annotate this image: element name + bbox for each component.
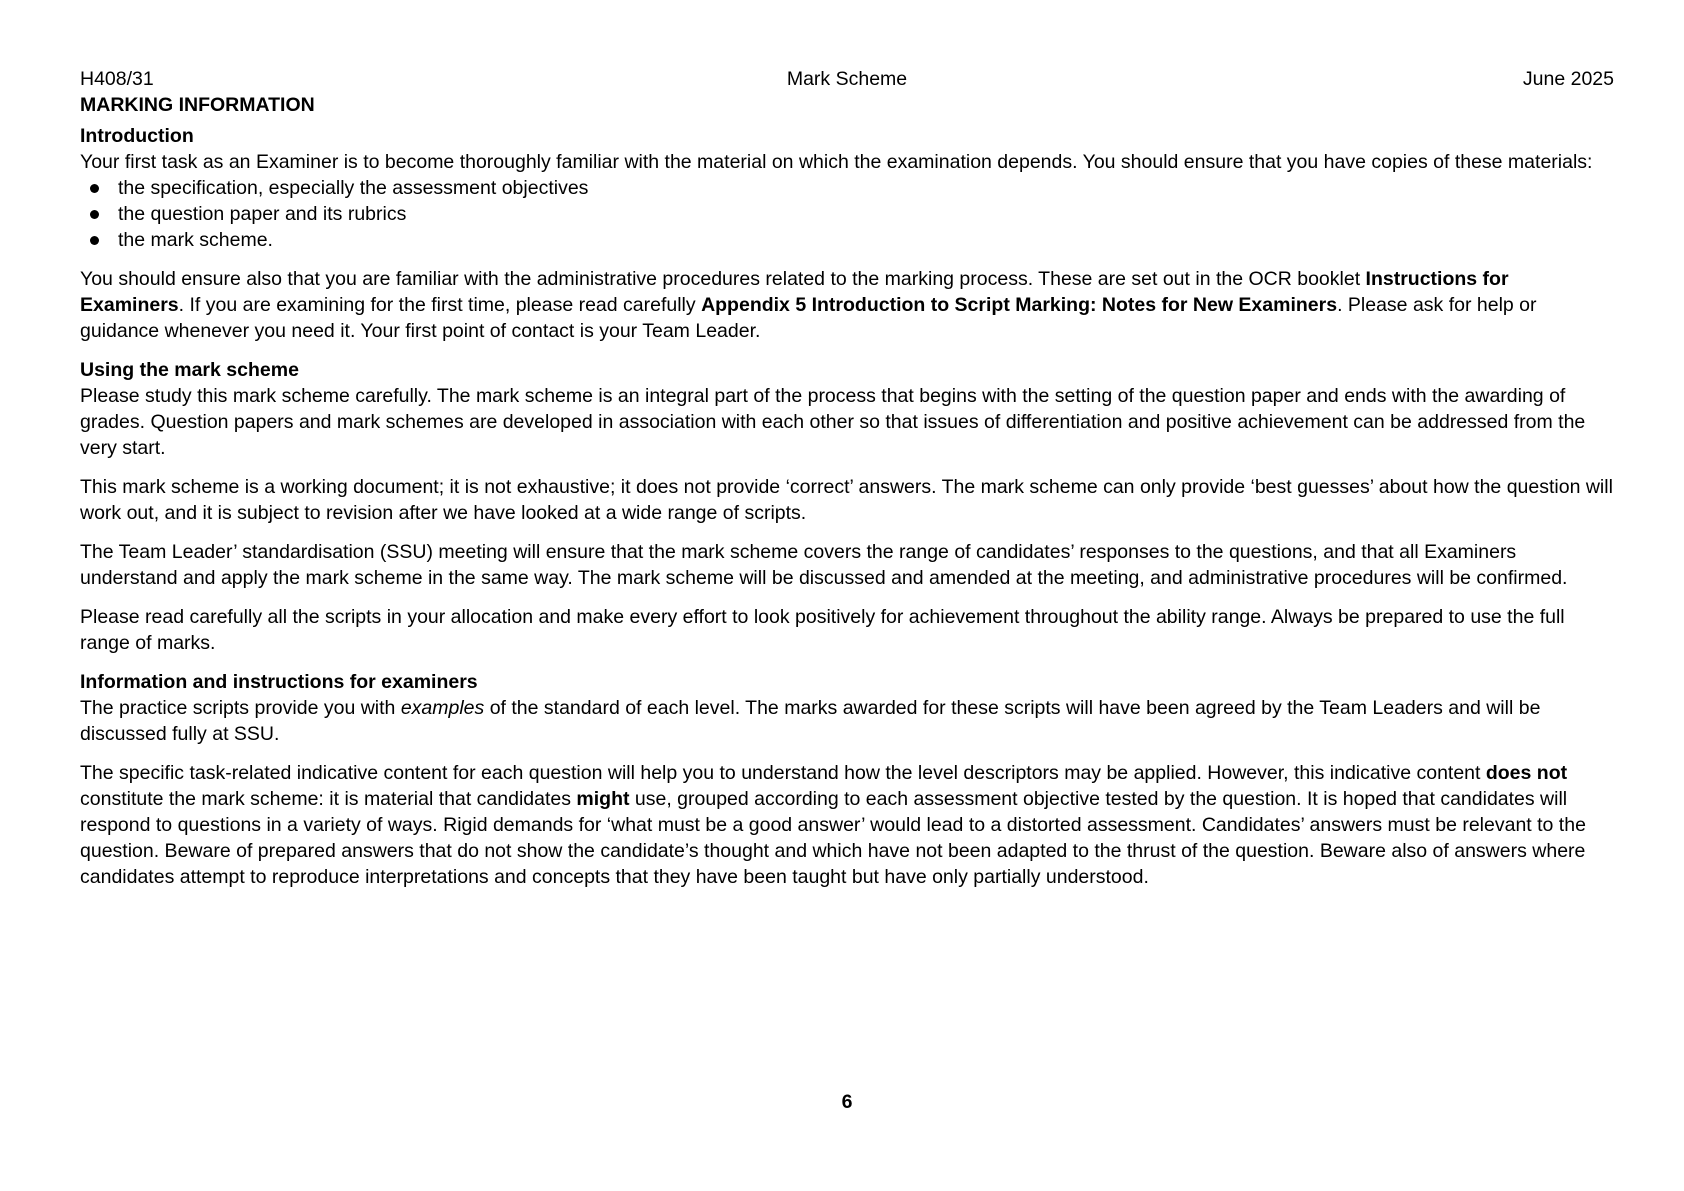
header-doc-title: Mark Scheme	[786, 68, 908, 90]
paragraph	[80, 604, 1614, 656]
bullet-item	[80, 201, 1614, 227]
bullet-item	[80, 227, 1614, 253]
text-segment: The specific task-related indicative content for each question will help you to understand how the level descriptors may be applied. However, this indicative content	[80, 762, 1486, 784]
text-segment: of the standard of each level. The marks awarded for these scripts will have been agreed by the Team Leaders and will be discussed fully at SSU.	[80, 697, 1541, 745]
paragraph	[80, 760, 1614, 890]
text-segment: Please read carefully all the scripts in your allocation and make every effort to look positively for achievement throughout the ability range. Always be prepared to use the full range of marks.	[80, 606, 1565, 654]
paragraph	[80, 474, 1614, 526]
bullet-icon	[90, 184, 99, 193]
text-segment: examples	[400, 697, 485, 719]
header-doc-code: H408/31	[80, 68, 154, 90]
page-header	[80, 66, 1614, 92]
text-segment: does not	[1485, 762, 1568, 784]
paragraph	[80, 149, 1614, 175]
document-body	[80, 123, 1614, 890]
bullet-list	[80, 175, 1614, 253]
paragraph	[80, 539, 1614, 591]
text-segment: Your first task as an Examiner is to become thoroughly familiar with the material on which the examination depends. You should ensure that you have copies of these materials:	[80, 151, 1593, 173]
text-segment: Instructions for Examiners	[80, 268, 1509, 316]
paragraph	[80, 695, 1614, 747]
text-segment: constitute the mark scheme: it is material that candidates	[80, 788, 577, 810]
bullet-icon	[90, 210, 99, 219]
text-segment: This mark scheme is a working document; it is not exhaustive; it does not provide ‘correct’ answers. The mark scheme can only provide ‘best guesses’ about how the question will work out, and it is subject to revision after we have looked at a wide range of scripts.	[80, 476, 1613, 524]
bullet-text: the specification, especially the assessment objectives	[118, 177, 589, 199]
text-segment: use, grouped according to each assessment objective tested by the question. It is hoped that candidates will respond to questions in a variety of ways. Rigid demands for ‘what must be a good answer’ would lead to a distorted assessment. Candidates’ answers must be relevant to the question. Beware of prepared answers that do not show the candidate’s thought and which have not been adapted to the thrust of the question. Beware also of answers where candidates attempt to reproduce interpretations and concepts that they have been taught but have only partially understood.	[80, 788, 1586, 888]
heading: Using the mark scheme	[80, 359, 299, 381]
text-segment: The practice scripts provide you with	[80, 697, 401, 719]
page-footer	[80, 1089, 1614, 1115]
text-segment: Appendix 5 Introduction to Script Marking: Notes for New Examiners	[701, 294, 1338, 316]
bullet-item	[80, 175, 1614, 201]
text-segment: . Please ask for help or guidance whenever you need it. Your first point of contact is your Team Leader.	[80, 294, 1537, 342]
text-segment: might	[576, 788, 630, 810]
header-doc-date: June 2025	[1522, 68, 1614, 90]
text-segment: The Team Leader’ standardisation (SSU) meeting will ensure that the mark scheme covers the range of candidates’ responses to the questions, and that all Examiners understand and apply the mark scheme in the same way. The mark scheme will be discussed and amended at the meeting, and administrative procedures will be confirmed.	[80, 541, 1568, 589]
heading: Introduction	[80, 125, 194, 147]
text-segment: . If you are examining for the first time, please read carefully	[178, 294, 702, 316]
bullet-text: the question paper and its rubrics	[118, 203, 407, 225]
section-title: MARKING INFORMATION	[80, 94, 315, 116]
text-segment: You should ensure also that you are familiar with the administrative procedures related to the marking process. These are set out in the OCR booklet	[80, 268, 1366, 290]
document-content	[80, 66, 1614, 890]
page-number: 6	[841, 1091, 853, 1113]
bullet-icon	[90, 236, 99, 245]
paragraph	[80, 383, 1614, 461]
bullet-text: the mark scheme.	[118, 229, 273, 251]
paragraph	[80, 266, 1614, 344]
text-segment: Please study this mark scheme carefully. The mark scheme is an integral part of the process that begins with the setting of the question paper and ends with the awarding of grades. Question papers and mark schemes are developed in association with each other so that issues of differentiation and positive achievement can be addressed from the very start.	[80, 385, 1586, 459]
heading: Information and instructions for examiners	[80, 671, 478, 693]
